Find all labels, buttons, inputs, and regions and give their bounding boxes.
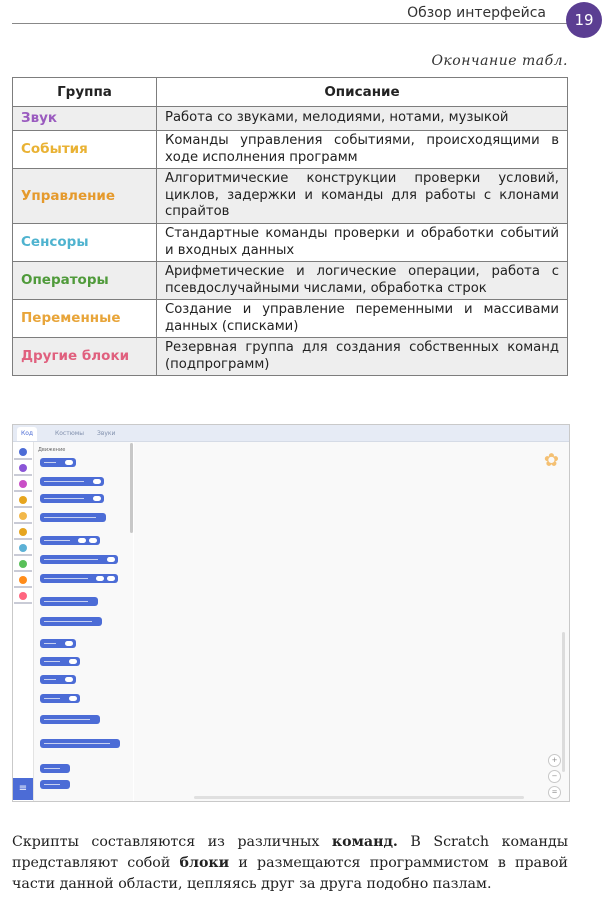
term-commands: команд. [331,834,398,850]
table-row [13,262,568,300]
palette-block [40,715,100,724]
editor-tab-bar [13,425,569,442]
term-blocks: блоки [179,855,230,871]
table-row [13,107,568,131]
category-label [14,602,32,604]
command-groups-table [12,77,568,376]
category-label [14,490,32,492]
zoom-in-icon: + [548,754,561,767]
category-dot-icon [19,496,27,504]
group-name-cell: Звук [13,107,157,131]
category-label [14,586,32,588]
category-dot-icon [19,464,27,472]
palette-block [40,739,120,748]
category-dot-icon [19,592,27,600]
palette-section-title: Движение [38,447,66,453]
body-paragraph [12,832,568,895]
category-label [14,570,32,572]
group-name-cell: События [13,131,157,169]
table-row [13,169,568,224]
block-categories-column [13,442,34,801]
group-description-cell: Арифметические и логические операции, работа с псевдослучайными числами, обработка строк [157,262,568,300]
group-description-cell: Резервная группа для создания собственных команд (подпрограмм) [157,338,568,376]
category-dot-icon [19,528,27,536]
group-description-cell: Команды управления событиями, происходящими в ходе исполнения программ [157,131,568,169]
tab-costumes: Костюмы [55,430,85,437]
group-name-cell: Другие блоки [13,338,157,376]
palette-block [40,780,70,789]
table-continuation-label: Окончание табл. [431,53,568,69]
paragraph-text-3: и размещаются программистом в правой части данной области, цепляясь друг за друга подобно пазлам. [12,855,568,892]
group-name-cell: Управление [13,169,157,224]
group-name-cell: Сенсоры [13,224,157,262]
group-name-cell: Операторы [13,262,157,300]
palette-block [40,675,76,684]
palette-block [40,458,76,467]
category-label [14,506,32,508]
category-label [14,538,32,540]
table-header-row [13,78,568,107]
group-description-cell: Стандартные команды проверки и обработки событий и входных данных [157,224,568,262]
workspace-horizontal-scrollbar [194,796,524,799]
palette-block [40,574,118,583]
workspace-vertical-scrollbar [562,632,565,772]
palette-scrollbar [130,443,133,533]
palette-block [40,764,70,773]
palette-block [40,536,100,545]
sprite-cat-icon: ✿ [543,450,559,471]
palette-block [40,597,98,606]
palette-block [40,477,104,486]
palette-block [40,694,80,703]
table-row [13,131,568,169]
add-extension-icon: ≡ [13,778,33,800]
table-row [13,338,568,376]
palette-block [40,555,118,564]
table-row [13,224,568,262]
group-description-cell: Создание и управление переменными и массивами данных (списками) [157,300,568,338]
zoom-reset-icon: = [548,786,561,799]
group-description-cell: Работа со звуками, мелодиями, нотами, музыкой [157,107,568,131]
palette-block [40,494,104,503]
paragraph-text-2: В Scratch команды представляют собой [12,834,568,871]
header-rule [12,23,572,24]
script-workspace [134,442,569,801]
column-header-description: Описание [157,78,568,107]
column-header-group: Группа [13,78,157,107]
category-dot-icon [19,448,27,456]
running-header-title: Обзор интерфейса [407,5,546,21]
category-dot-icon [19,544,27,552]
category-dot-icon [19,512,27,520]
page-number-badge: 19 [566,2,602,38]
zoom-out-icon: − [548,770,561,783]
palette-block [40,513,106,522]
paragraph-text-1: Скрипты составляются из различных [12,834,332,850]
table-row [13,300,568,338]
palette-block [40,617,102,626]
category-label [14,554,32,556]
category-dot-icon [19,560,27,568]
group-description-cell: Алгоритмические конструкции проверки условий, циклов, задержки и команды для работы с клонами спрайтов [157,169,568,224]
tab-sounds: Звуки [97,430,116,437]
category-label [14,522,32,524]
category-dot-icon [19,576,27,584]
category-dot-icon [19,480,27,488]
group-name-cell: Переменные [13,300,157,338]
palette-block [40,657,80,666]
category-label [14,458,32,460]
blocks-palette [34,442,133,801]
category-label [14,474,32,476]
scratch-editor-screenshot [12,424,570,802]
palette-block [40,639,76,648]
tab-code: Код [17,427,37,441]
